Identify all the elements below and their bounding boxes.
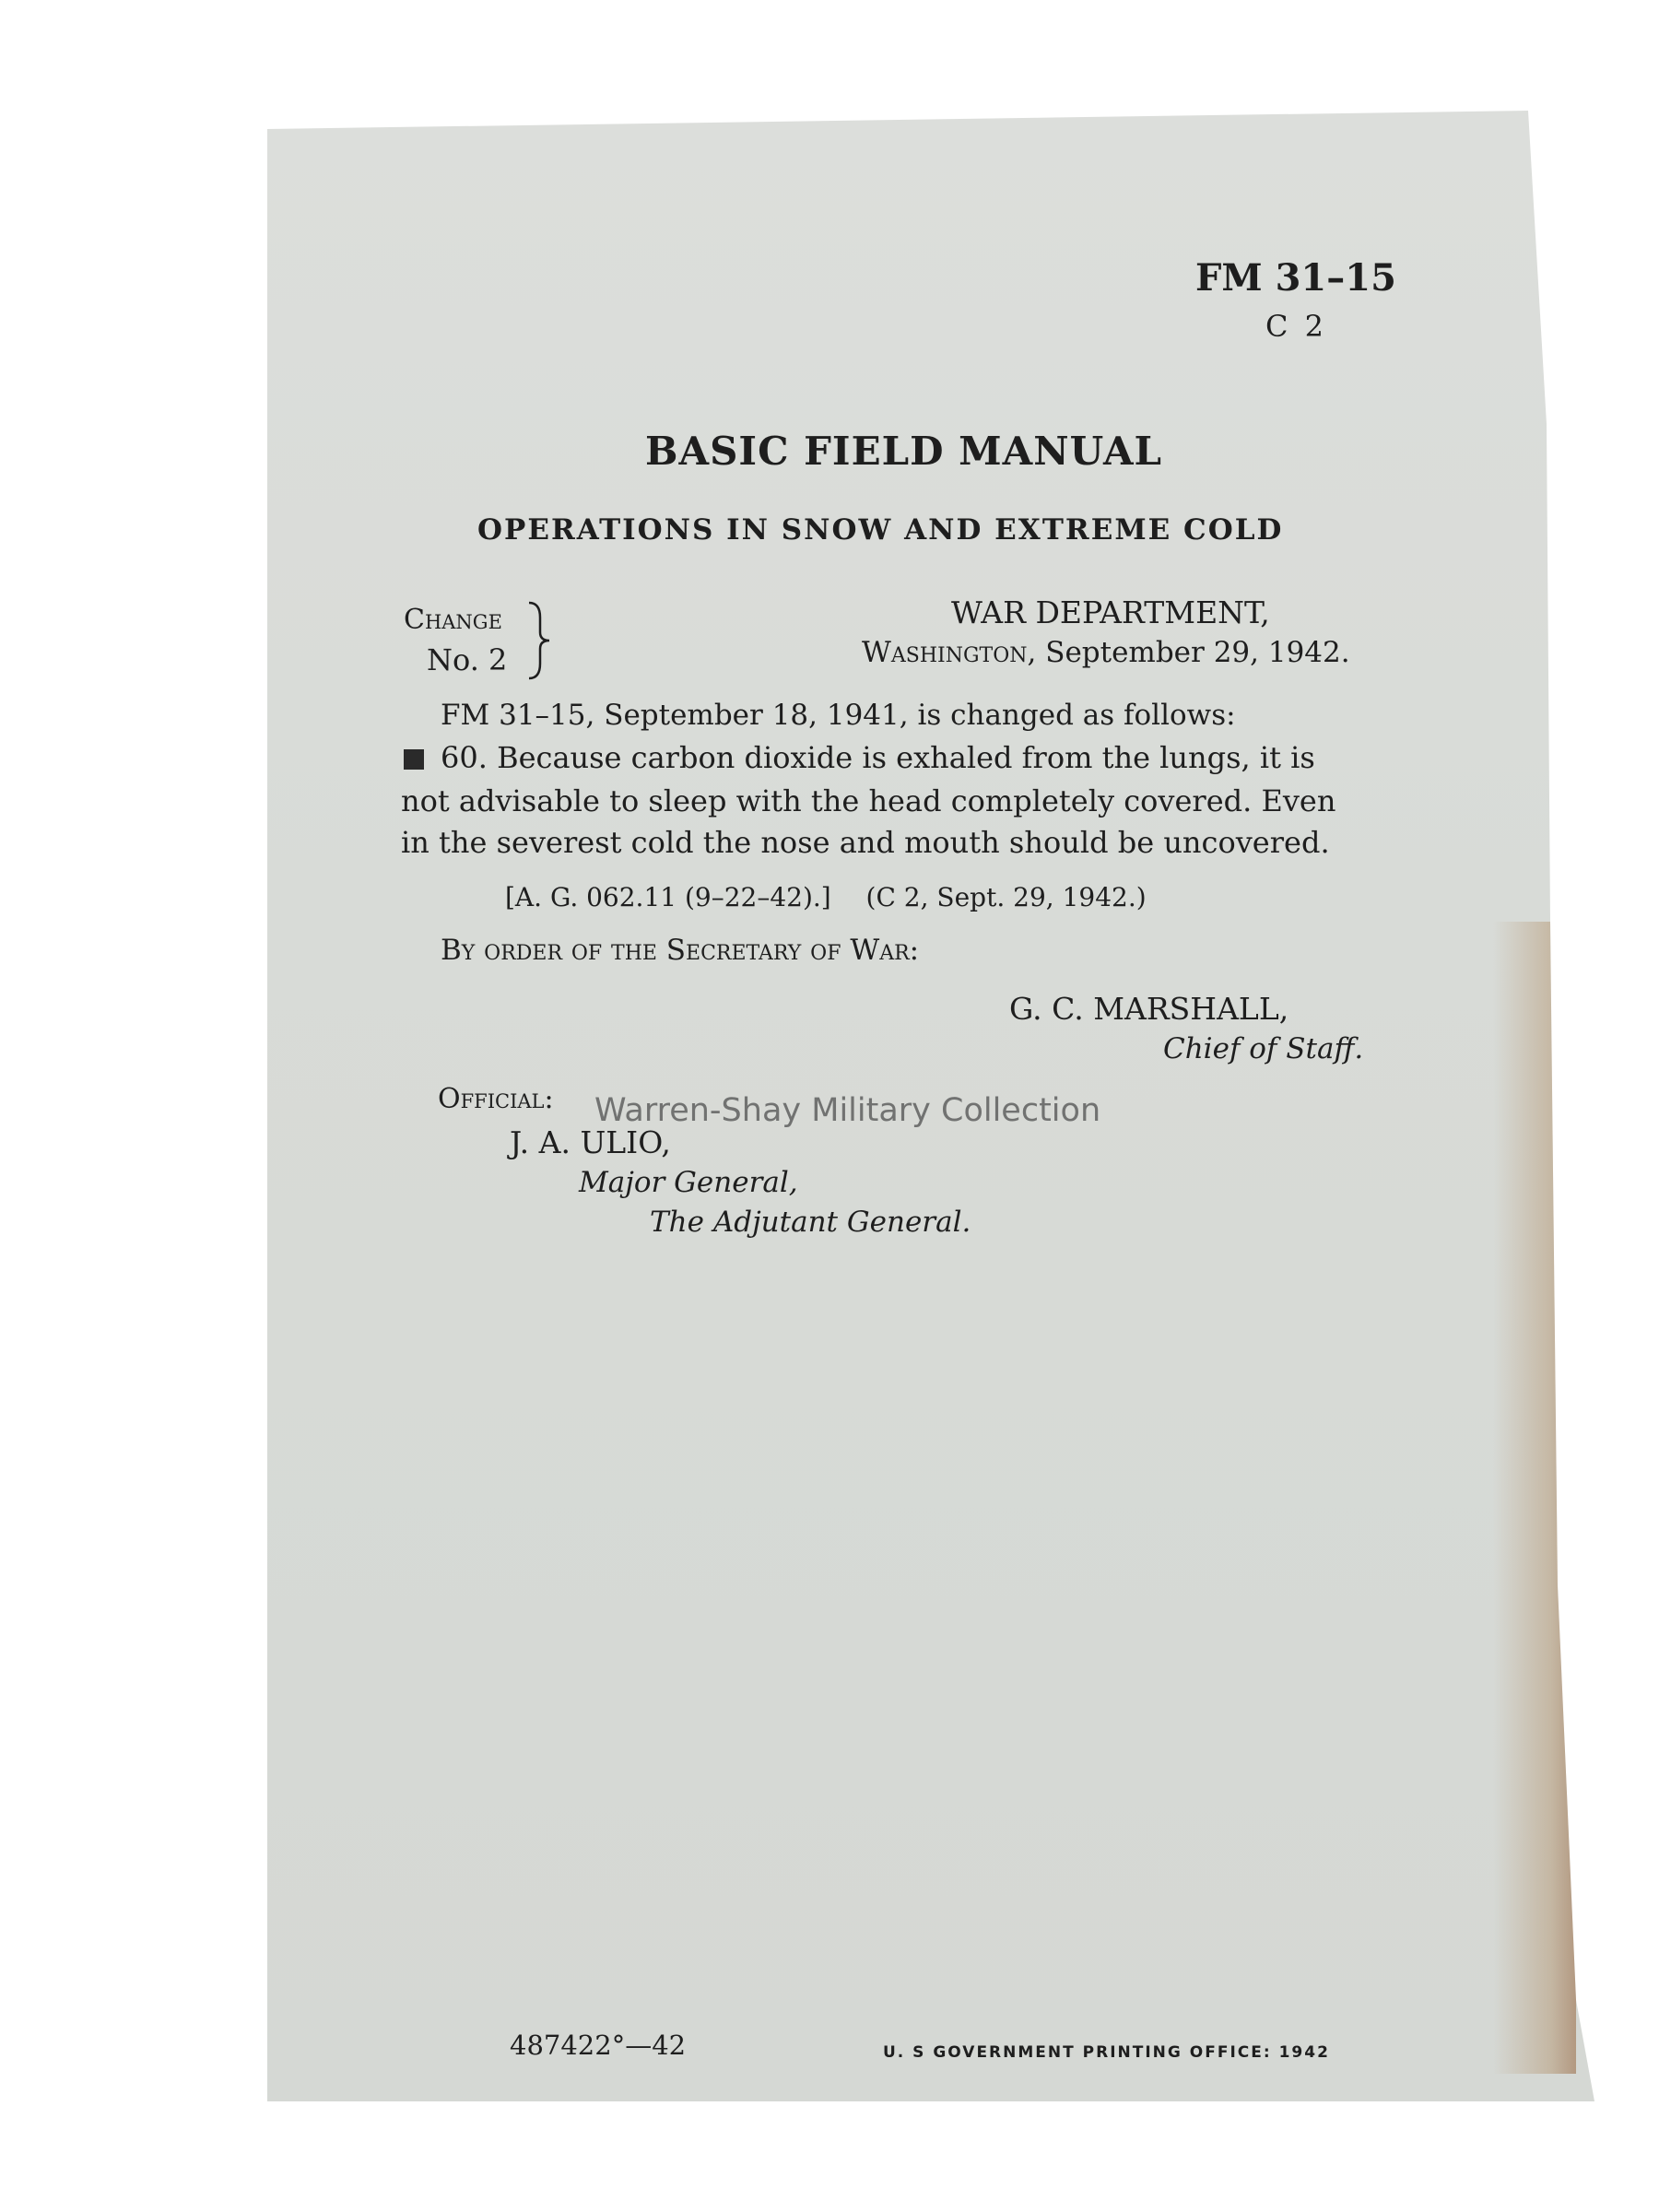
change-code: C 2: [1265, 309, 1328, 344]
change-intro: FM 31–15, September 18, 1941, is changed as follows:: [441, 699, 1236, 732]
ag-reference: [A. G. 062.11 (9–22–42).]: [505, 882, 831, 912]
department: WAR DEPARTMENT,: [951, 594, 1270, 630]
by-order-line: By order of the Secretary of War:: [441, 934, 920, 967]
printer-credit: U. S GOVERNMENT PRINTING OFFICE: 1942: [883, 2043, 1330, 2062]
paper-stain: [1493, 922, 1576, 2074]
print-code: 487422°—42: [510, 2030, 687, 2061]
change-label: Change: [404, 604, 502, 636]
signer-title: Chief of Staff.: [1163, 1032, 1364, 1065]
official-title: The Adjutant General.: [650, 1206, 971, 1239]
manual-title: BASIC FIELD MANUAL: [645, 429, 1163, 474]
paragraph-line-3: in the severest cold the nose and mouth should be uncovered.: [401, 825, 1330, 860]
paragraph-line-2: not advisable to sleep with the head completely covered. Even: [401, 783, 1336, 818]
brace: [525, 599, 553, 686]
issue-date: September 29, 1942.: [1045, 636, 1350, 669]
watermark-text: Warren-Shay Military Collection: [594, 1092, 1101, 1129]
manual-subtitle: OPERATIONS IN SNOW AND EXTREME COLD: [477, 513, 1284, 547]
issue-line: [862, 636, 1350, 669]
doc-number: FM 31–15: [1195, 256, 1396, 300]
issue-location: Washington,: [862, 636, 1037, 669]
change-reference: (C 2, Sept. 29, 1942.): [865, 882, 1147, 912]
signer-name: G. C. MARSHALL,: [1009, 991, 1289, 1027]
official-label: Official:: [438, 1083, 554, 1115]
para-number: 60.: [441, 740, 488, 775]
change-number: No. 2: [427, 642, 508, 677]
para-text-1: Because carbon dioxide is exhaled from the lungs, it is: [497, 740, 1315, 775]
reference-line: [505, 882, 1147, 912]
official-name: J. A. ULIO,: [510, 1124, 671, 1160]
official-rank: Major General,: [579, 1166, 798, 1199]
change-bullet-icon: [404, 749, 424, 770]
paragraph-line-1: [404, 740, 1315, 775]
